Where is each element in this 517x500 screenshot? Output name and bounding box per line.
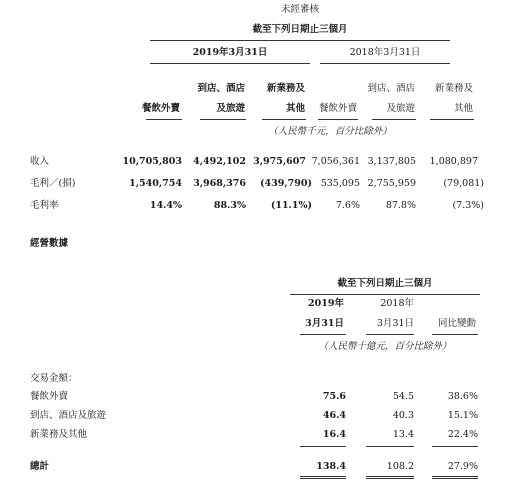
col-underline-4 [318,119,358,120]
cell: 15.1% [447,410,478,421]
col-header-2019-1: 餐飲外賣 [141,103,180,114]
year-2019-heading: 2019年3月31日 [192,47,268,58]
cell: 4,492,102 [193,156,246,167]
cell: 46.4 [322,410,346,421]
row-label-food-delivery: 餐飲外賣 [30,391,69,402]
col2-underline-2 [366,334,414,335]
sum-line-1 [300,446,346,447]
col-header-2019-3-line1: 新業務及 [266,83,305,94]
cell: 2,755,959 [367,178,416,189]
cell: 1,540,754 [129,178,182,189]
row-label-new-initiatives: 新業務及其他 [30,429,88,440]
col-underline-5 [372,119,416,120]
cell: (439,790) [260,178,312,189]
period-underline-2 [290,294,480,295]
cell: 3,975,607 [253,156,306,167]
change-heading: 同比變動 [437,318,476,329]
col2-underline-1 [300,334,346,335]
section-title: 經營數據 [30,238,69,249]
col-header-2018-1: 餐飲外賣 [318,103,357,114]
col-underline-1 [146,119,182,120]
year-2018-underline [320,63,450,64]
col-underline-2 [200,119,246,120]
cell: 87.8% [385,200,416,211]
cell: 88.3% [213,200,246,211]
col-underline-6 [430,119,474,120]
period-heading: 截至下列日期止三個月 [252,24,348,35]
cell: 3,137,805 [367,156,416,167]
unit-note-1: （人民幣千元，百分比除外） [268,126,392,137]
cell: 7,056,361 [311,156,360,167]
cell: 535,095 [320,178,360,189]
col-header-2018-3-line1: 新業務及 [434,83,473,94]
col-header-2019-2-line2: 及旅遊 [216,103,245,114]
cell: (7.3%) [452,200,484,211]
cell: 40.3 [392,410,414,421]
sum-line-2 [366,446,414,447]
period-underline [150,40,450,41]
year-2019-heading-2: 2019年 [308,298,344,309]
cell: 54.5 [392,391,414,402]
cell: (79,081) [443,178,484,189]
col-header-2018-2-line2: 及旅遊 [386,103,415,114]
cell: 138.4 [316,461,346,472]
date-2019-heading: 3月31日 [305,318,344,329]
row-label-total: 總計 [30,461,50,472]
col-underline-3 [262,119,306,120]
date-2018-heading: 3月31日 [376,318,414,329]
cell: 7.6% [335,200,360,211]
sum-line-3 [432,446,478,447]
group-label: 交易金額： [30,373,78,384]
cell: 75.6 [322,391,346,402]
col-header-2018-2-line1: 到店、酒店 [367,83,415,94]
cell: 22.4% [447,429,478,440]
cell: 14.4% [149,200,182,211]
unaudited-label: 未經審核 [280,4,319,15]
unit-note-2: （人民幣十億元，百分比除外） [318,341,452,352]
cell: 108.2 [386,461,414,472]
col-header-2018-3-line2: 其他 [453,103,473,114]
period-heading-2: 截至下列日期止三個月 [337,278,433,289]
total-double-line-2 [366,476,414,479]
row-label-revenue: 收入 [30,156,50,167]
year-2019-underline [150,63,310,64]
col-header-2019-3-line2: 其他 [285,103,305,114]
cell: 1,080,897 [429,156,478,167]
cell: (11.1%) [270,200,312,211]
cell: 27.9% [447,461,478,472]
row-label-in-store: 到店、酒店及旅遊 [30,410,107,421]
cell: 10,705,803 [122,156,182,167]
year-2018-heading: 2018年3月31日 [349,47,421,58]
col2-underline-3 [432,334,478,335]
total-double-line-1 [300,476,346,479]
row-label-gross-profit: 毛利／(損) [30,178,76,189]
cell: 38.6% [447,391,478,402]
total-double-line-3 [432,476,478,479]
cell: 16.4 [322,429,346,440]
cell: 3,968,376 [193,178,246,189]
col-header-2019-2-line1: 到店、酒店 [197,83,245,94]
row-label-gross-margin: 毛利率 [30,200,59,211]
year-2018-heading-2: 2018年 [380,298,414,309]
cell: 13.4 [392,429,414,440]
